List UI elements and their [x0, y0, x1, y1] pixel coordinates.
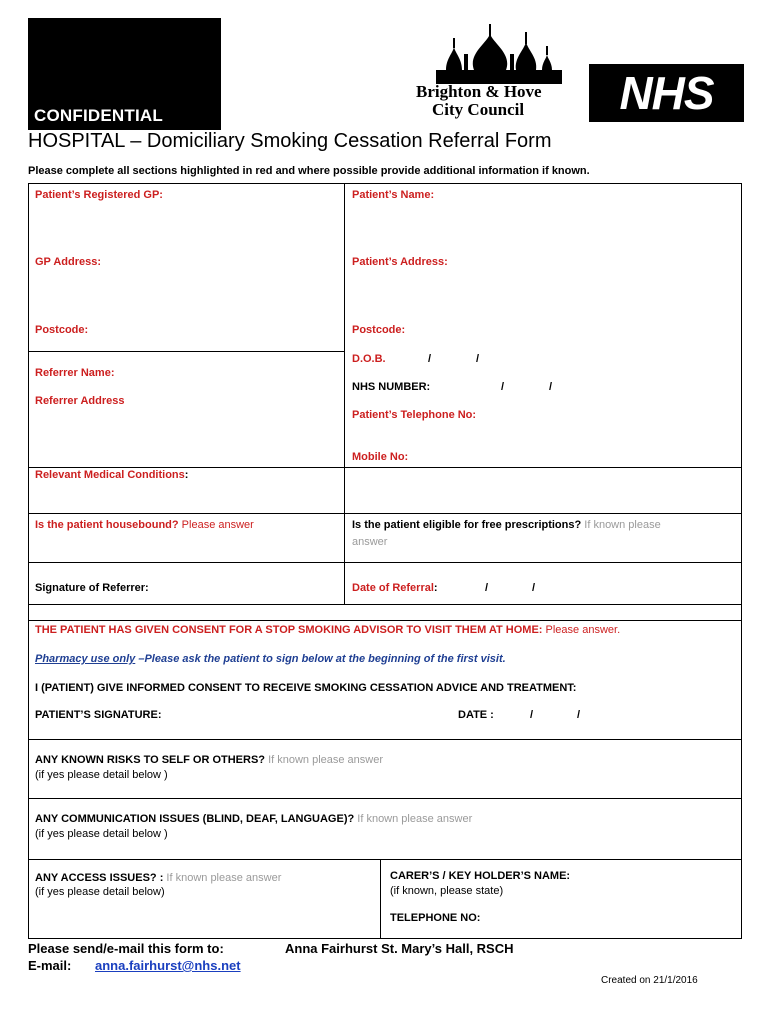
medical-conditions-label [35, 469, 188, 481]
pharmacy-use-only: Pharmacy use only [35, 653, 136, 665]
consent-heading-row [35, 624, 620, 636]
dob-slash-1: / [428, 353, 432, 365]
referral-slash-1: / [485, 582, 489, 594]
nhs-slash-2: / [549, 381, 553, 393]
housebound-question [35, 519, 254, 531]
patient-signature-field[interactable] [190, 704, 440, 726]
gp-field[interactable] [30, 204, 342, 254]
risks-detail-note: (if yes please detail below ) [35, 769, 168, 781]
date-referral-label: Date of Referral [352, 582, 434, 594]
access-hint: If known please answer [166, 872, 282, 884]
consent-slash-2: / [577, 709, 581, 721]
consent-heading: THE PATIENT HAS GIVEN CONSENT FOR A STOP SMOKING ADVISOR TO VISIT THEM AT HOME: [35, 624, 543, 636]
risks-hint: If known please answer [268, 754, 384, 766]
communication-question [35, 813, 472, 825]
form-title: HOSPITAL – Domiciliary Smoking Cessation Referral Form [28, 130, 552, 152]
access-detail-note: (if yes please detail below) [35, 886, 165, 898]
medical-colon: : [184, 469, 189, 481]
risks-label: ANY KNOWN RISKS TO SELF OR OTHERS? [35, 754, 265, 766]
gp-address-field[interactable] [30, 272, 342, 320]
council-name-line1: Brighton & Hove [416, 82, 542, 101]
postcode-right-label: Postcode: [352, 324, 406, 336]
telephone-label: Patient’s Telephone No: [352, 409, 477, 421]
access-question [35, 872, 281, 884]
informed-consent-statement: I (PATIENT) GIVE INFORMED CONSENT TO RECEIVE SMOKING CESSATION ADVICE AND TREATMENT: [35, 682, 577, 694]
dob-label: D.O.B. [352, 353, 386, 365]
patient-signature-label: PATIENT’S SIGNATURE: [35, 709, 162, 721]
consent-heading-note: Please answer. [545, 624, 621, 636]
housebound-label: Is the patient housebound? [35, 519, 179, 531]
date-referral-colon: : [433, 582, 438, 594]
medical-conditions-field[interactable] [30, 486, 739, 511]
consent-date-label: DATE : [458, 709, 494, 721]
communication-hint: If known please answer [357, 813, 473, 825]
prescriptions-label: Is the patient eligible for free prescriptions? [352, 519, 582, 531]
prescriptions-hint-2: answer [352, 536, 388, 548]
created-date: Created on 21/1/2016 [601, 975, 698, 986]
referrer-name-label: Referrer Name: [35, 367, 115, 379]
confidential-label: CONFIDENTIAL [34, 106, 163, 125]
housebound-please-answer: Please answer [181, 519, 254, 531]
risks-question [35, 754, 383, 766]
postcode-left-label: Postcode: [35, 324, 89, 336]
communication-label: ANY COMMUNICATION ISSUES (BLIND, DEAF, LANGUAGE)? [35, 813, 355, 825]
pharmacy-note [35, 653, 506, 665]
form-instruction: Please complete all sections highlighted in red and where possible provide additional information if known. [28, 165, 590, 177]
date-referral-question [352, 582, 438, 594]
patient-name-field[interactable] [347, 204, 739, 254]
prescriptions-hint-1: If known please [584, 519, 661, 531]
council-name-line2: City Council [432, 100, 525, 119]
gp-label: Patient’s Registered GP: [35, 189, 163, 201]
carer-label: CARER’S / KEY HOLDER’S NAME: [390, 870, 571, 882]
email-label: E-mail: [28, 958, 72, 973]
referrer-address-label: Referrer Address [35, 395, 125, 407]
email-link[interactable]: anna.fairhurst@nhs.net [95, 958, 241, 973]
patient-name-label: Patient’s Name: [352, 189, 435, 201]
gp-address-label: GP Address: [35, 256, 102, 268]
mobile-label: Mobile No: [352, 451, 409, 463]
nhs-logo-text: NHS [619, 67, 714, 119]
send-to-recipient: Anna Fairhurst St. Mary’s Hall, RSCH [285, 941, 514, 956]
dob-slash-2: / [476, 353, 480, 365]
patient-address-field[interactable] [347, 272, 739, 320]
consent-slash-1: / [530, 709, 534, 721]
access-label: ANY ACCESS ISSUES? : [35, 872, 164, 884]
communication-detail-note: (if yes please detail below ) [35, 828, 168, 840]
pharmacy-instruction: –Please ask the patient to sign below at the beginning of the first visit. [138, 653, 506, 665]
send-to-label: Please send/e-mail this form to: [28, 941, 224, 956]
referral-slash-2: / [532, 582, 536, 594]
prescriptions-question [352, 519, 661, 531]
nhs-slash-1: / [501, 381, 505, 393]
medical-conditions-text: Relevant Medical Conditions [35, 469, 185, 481]
patient-address-label: Patient’s Address: [352, 256, 448, 268]
carer-note: (if known, please state) [390, 885, 504, 897]
signature-referrer-label: Signature of Referrer: [35, 582, 149, 594]
nhs-number-label: NHS NUMBER: [352, 381, 431, 393]
carer-telephone-label: TELEPHONE NO: [390, 912, 481, 924]
referrer-address-field[interactable] [30, 410, 342, 465]
signature-referrer-field[interactable] [170, 576, 340, 600]
